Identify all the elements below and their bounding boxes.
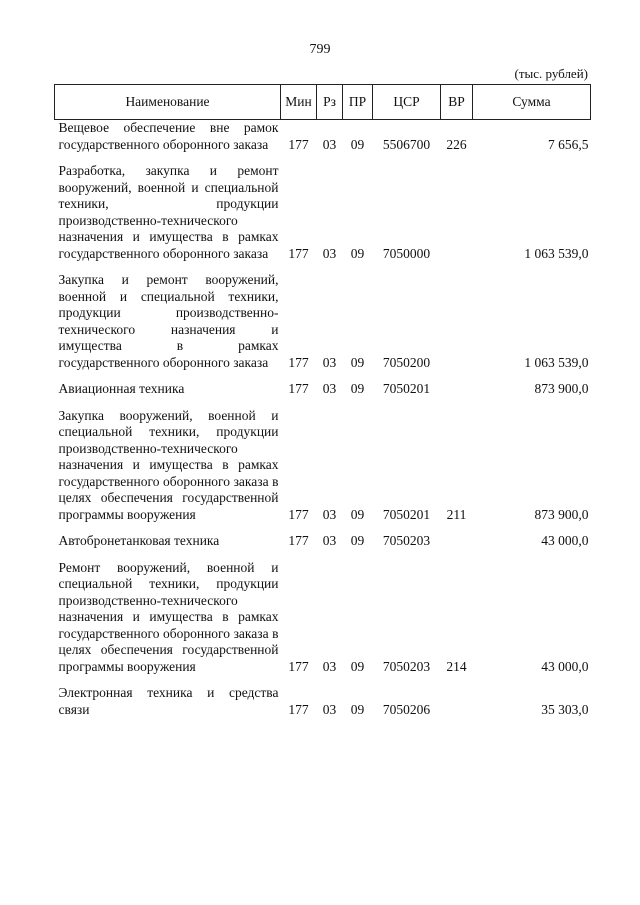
table-row (55, 408, 591, 534)
row-sum: 43 000,0 (541, 533, 589, 548)
table-row (55, 272, 591, 381)
header-sum: Сумма (473, 85, 591, 120)
table-row (55, 120, 591, 164)
row-pr: 09 (350, 245, 365, 261)
row-csr: 7050000 (382, 245, 431, 261)
row-rz: 03 (322, 381, 337, 396)
row-rz: 03 (322, 354, 337, 370)
table-row (55, 533, 591, 560)
table-row (55, 685, 591, 728)
row-vr (441, 381, 473, 408)
row-csr: 7050203 (382, 658, 431, 674)
row-csr: 7050200 (382, 354, 431, 370)
row-sum: 1 063 539,0 (524, 245, 589, 261)
row-sum: 873 900,0 (534, 506, 589, 522)
row-min: 177 (288, 533, 309, 548)
row-pr: 09 (350, 533, 365, 548)
row-name: Разработка, закупка и ремонт вооружений, военной и специальной техники, продукции производственно-технического назначения и имущества в рамках государственного оборонного заказа (58, 163, 279, 261)
row-rz: 03 (322, 506, 337, 522)
budget-table (54, 84, 591, 728)
row-csr: 7050203 (382, 533, 431, 548)
row-min: 177 (288, 245, 309, 261)
row-name: Авиационная техника (58, 381, 185, 396)
row-min: 177 (288, 136, 309, 152)
row-min: 177 (288, 381, 309, 396)
header-vr: ВР (441, 85, 473, 120)
table-row (55, 560, 591, 686)
row-vr (441, 685, 473, 728)
header-rz: Рз (317, 85, 343, 120)
row-pr: 09 (350, 381, 365, 396)
row-sum: 7 656,5 (548, 136, 589, 152)
row-min: 177 (288, 658, 309, 674)
row-vr (441, 272, 473, 381)
row-pr: 09 (350, 354, 365, 370)
row-sum: 873 900,0 (534, 381, 589, 396)
row-csr: 7050206 (382, 701, 431, 717)
row-sum: 35 303,0 (541, 701, 589, 717)
row-csr: 5506700 (382, 136, 431, 152)
units-label: (тыс. рублей) (514, 66, 588, 81)
row-name: Ремонт вооружений, военной и специальной техники, продукции производственно-технического назначения и имущества в рамках государственного оборонного заказа в целях обеспечения государственной программы вооружения (58, 559, 279, 674)
table-header-row (55, 85, 591, 120)
row-rz: 03 (322, 245, 337, 261)
row-vr: 211 (446, 506, 467, 522)
row-pr: 09 (350, 136, 365, 152)
header-csr: ЦСР (373, 85, 441, 120)
row-rz: 03 (322, 701, 337, 717)
header-pr: ПР (343, 85, 373, 120)
row-min: 177 (288, 701, 309, 717)
row-pr: 09 (350, 506, 365, 522)
table-row (55, 381, 591, 408)
row-min: 177 (288, 354, 309, 370)
row-min: 177 (288, 506, 309, 522)
row-csr: 7050201 (382, 506, 431, 522)
page-number: 799 (309, 42, 331, 57)
row-csr: 7050201 (382, 381, 431, 396)
row-rz: 03 (322, 136, 337, 152)
row-pr: 09 (350, 658, 365, 674)
row-vr: 226 (446, 136, 467, 152)
row-sum: 43 000,0 (541, 658, 589, 674)
row-vr (441, 163, 473, 272)
row-name: Вещевое обеспечение вне рамок государственного оборонного заказа (58, 120, 279, 152)
header-name: Наименование (55, 85, 281, 120)
row-name: Электронная техника и средства связи (58, 685, 279, 717)
row-vr (441, 533, 473, 560)
row-name: Закупка и ремонт вооружений, военной и специальной техники, продукции производственно-технического назначения и имущества в рамках государственного оборонного заказа (58, 272, 279, 370)
row-name: Автобронетанковая техника (58, 533, 220, 548)
table-row (55, 163, 591, 272)
header-min: Мин (281, 85, 317, 120)
row-sum: 1 063 539,0 (524, 354, 589, 370)
row-rz: 03 (322, 658, 337, 674)
row-vr: 214 (446, 658, 467, 674)
row-rz: 03 (322, 533, 337, 548)
row-pr: 09 (350, 701, 365, 717)
row-name: Закупка вооружений, военной и специальной техники, продукции производственно-технического назначения и имущества в рамках государственного оборонного заказа в целях обеспечения государственной программы вооружения (58, 407, 279, 522)
